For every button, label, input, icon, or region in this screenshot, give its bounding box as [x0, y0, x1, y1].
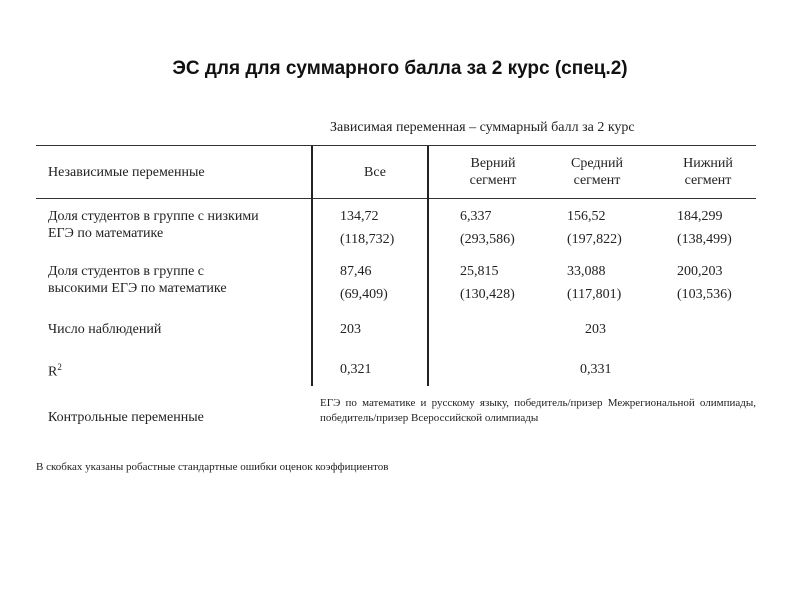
control-variables-label: Контрольные переменные	[48, 410, 204, 425]
r-squared-label	[48, 359, 62, 381]
footnote: В скобках указаны робастные стандартные ошибки оценок коэффициентов	[36, 461, 389, 473]
row2-label-line2: высокими ЕГЭ по математике	[48, 281, 227, 296]
row1-middle-se: (197,822)	[567, 232, 622, 247]
dependent-variable-caption: Зависимая переменная – суммарный балл за 2 курс	[330, 120, 635, 135]
header-all: Все	[364, 165, 386, 180]
row1-all	[340, 208, 394, 248]
row2-upper	[460, 263, 515, 303]
row1-all-coef: 134,72	[340, 209, 379, 224]
control-variables-text: ЕГЭ по математике и русскому языку, победитель/призер Межрегиональной олимпиады, победитель/призер Всероссийской олимпиады	[320, 397, 756, 424]
row2-upper-se: (130,428)	[460, 287, 515, 302]
header-upper-line1: Верний	[470, 156, 516, 171]
header-lower-line1: Нижний	[683, 156, 733, 171]
row1-label-line2: ЕГЭ по математике	[48, 226, 164, 241]
row1-label	[48, 208, 313, 242]
row1-middle	[567, 208, 622, 248]
header-lower-segment	[663, 155, 753, 189]
row1-lower	[677, 208, 732, 248]
header-lower-line2: сегмент	[684, 173, 732, 188]
observations-all: 203	[340, 322, 361, 337]
r-squared-letter: R	[48, 364, 58, 380]
row1-upper-se: (293,586)	[460, 232, 515, 247]
r-squared-segments: 0,331	[580, 362, 612, 377]
row2-label-line1: Доля студентов в группе с	[48, 264, 205, 279]
row1-label-line1: Доля студентов в группе с низкими	[48, 209, 259, 224]
page-title: ЭС для для суммарного балла за 2 курс (спец.2)	[172, 58, 628, 79]
row1-lower-coef: 184,299	[677, 209, 723, 224]
observations-label: Число наблюдений	[48, 322, 162, 337]
r-squared-superscript: 2	[57, 362, 62, 372]
row2-label	[48, 263, 313, 297]
row1-middle-coef: 156,52	[567, 209, 606, 224]
row1-upper-coef: 6,337	[460, 209, 492, 224]
observations-segments: 203	[585, 322, 606, 337]
column-divider-2	[427, 146, 429, 386]
row2-middle-coef: 33,088	[567, 264, 606, 279]
table-top-rule	[36, 145, 756, 146]
r-squared-all: 0,321	[340, 362, 372, 377]
row2-lower-se: (103,536)	[677, 287, 732, 302]
header-independent-variables: Независимые переменные	[48, 165, 205, 180]
header-upper-segment	[448, 155, 538, 189]
row2-upper-coef: 25,815	[460, 264, 499, 279]
row1-upper	[460, 208, 515, 248]
row2-lower-coef: 200,203	[677, 264, 723, 279]
header-upper-line2: сегмент	[469, 173, 517, 188]
header-middle-segment	[552, 155, 642, 189]
header-middle-line1: Средний	[571, 156, 623, 171]
row2-all-coef: 87,46	[340, 264, 372, 279]
row2-all	[340, 263, 388, 303]
row1-lower-se: (138,499)	[677, 232, 732, 247]
header-bottom-rule	[36, 198, 756, 199]
row2-lower	[677, 263, 732, 303]
row2-middle-se: (117,801)	[567, 287, 622, 302]
row2-all-se: (69,409)	[340, 287, 388, 302]
row1-all-se: (118,732)	[340, 232, 395, 247]
row2-middle	[567, 263, 621, 303]
header-middle-line2: сегмент	[573, 173, 621, 188]
